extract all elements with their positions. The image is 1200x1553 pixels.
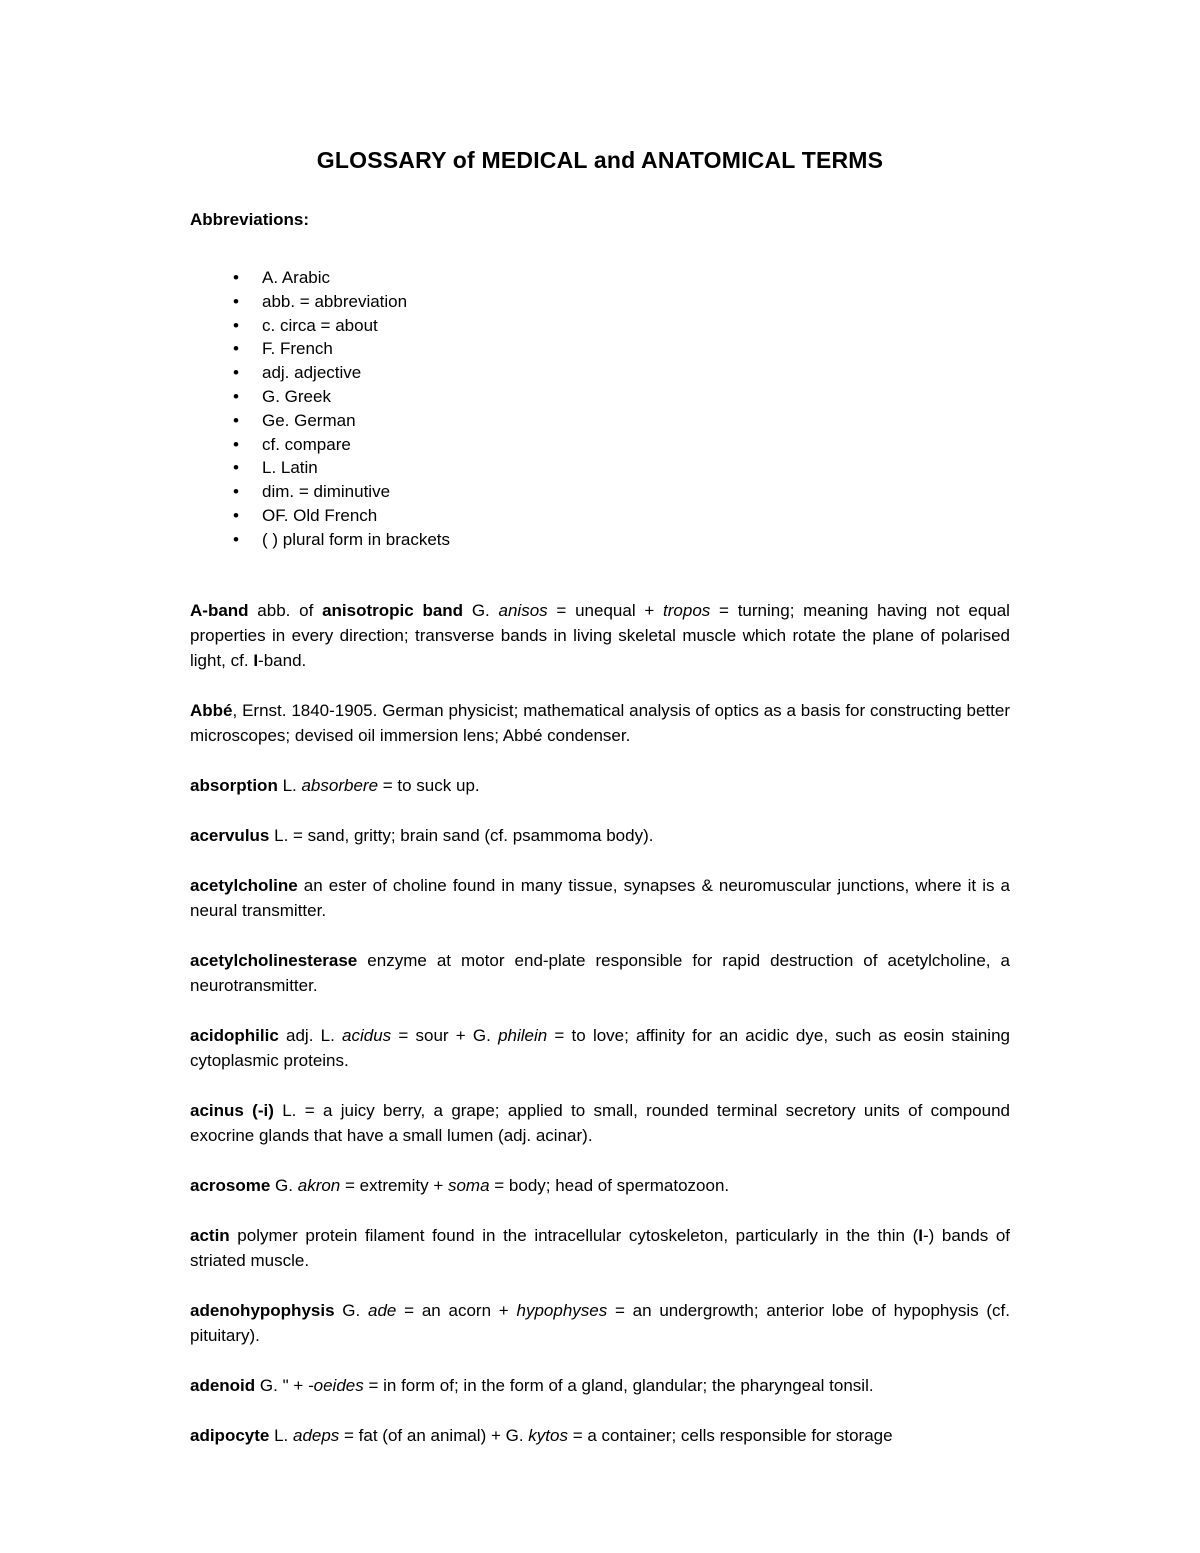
entry-text: G. " +: [255, 1375, 308, 1395]
glossary-entry: [190, 598, 1010, 673]
entry-bold-text: adenoid: [190, 1375, 256, 1395]
entry-text: = turning; meaning having not equal properties in every direction; transverse bands in living skeletal muscle which rotate the plane of polarised light, cf.: [190, 600, 1010, 670]
entry-italic-text: acidus: [342, 1025, 392, 1045]
entry-text: L.: [277, 775, 302, 795]
entry-text: abb. of: [248, 600, 323, 620]
abbreviation-item: • cf. compare: [262, 433, 1010, 457]
abbreviation-item: • A. Arabic: [262, 266, 1010, 290]
entry-text: = extremity +: [340, 1175, 448, 1195]
entry-italic-text: absorbere: [301, 775, 379, 795]
entry-text: L.: [269, 1425, 293, 1445]
glossary-entry: [190, 1423, 1010, 1448]
entry-text: L. = a juicy berry, a grape; applied to small, rounded terminal secretory units of compound exocrine glands that have a small lumen (adj. acinar).: [190, 1100, 1010, 1145]
entry-text: adj. L.: [278, 1025, 343, 1045]
entry-bold-text: A-band: [190, 600, 249, 620]
entry-bold-text: Abbé: [190, 700, 233, 720]
entry-text: polymer protein filament found in the intracellular cytoskeleton, particularly in the thin (: [229, 1225, 919, 1245]
abbreviation-item: • F. French: [262, 337, 1010, 361]
glossary-entry: [190, 823, 1010, 848]
entry-text: an ester of choline found in many tissue, synapses & neuromuscular junctions, where it is a neural transmitter.: [190, 875, 1010, 920]
entry-italic-text: anisos: [498, 600, 548, 620]
entry-bold-text: acrosome: [190, 1175, 271, 1195]
entry-text: G.: [463, 600, 499, 620]
entry-italic-text: tropos: [663, 600, 711, 620]
entry-text: -) bands of striated muscle.: [190, 1225, 1011, 1270]
entry-text: = to love; affinity for an acidic dye, such as eosin staining cytoplasmic proteins.: [190, 1025, 1010, 1070]
glossary-entry: [190, 1373, 1010, 1398]
entry-text: = sour + G.: [391, 1025, 499, 1045]
entry-text: = an acorn +: [396, 1300, 517, 1320]
entry-text: = body; head of spermatozoon.: [489, 1175, 730, 1195]
entry-text: = in form of; in the form of a gland, glandular; the pharyngeal tonsil.: [363, 1375, 874, 1395]
entry-italic-text: hypophyses: [516, 1300, 608, 1320]
entry-bold-text: acidophilic: [190, 1025, 279, 1045]
glossary-entry: [190, 1298, 1010, 1348]
entry-text: , Ernst. 1840-1905. German physicist; mathematical analysis of optics as a basis for constructing better microscopes; devised oil immersion lens; Abbé condenser.: [190, 700, 1010, 745]
entry-italic-text: ade: [368, 1300, 397, 1320]
glossary-entry: [190, 1173, 1010, 1198]
entry-bold-text: absorption: [190, 775, 278, 795]
abbreviation-item: • c. circa = about: [262, 314, 1010, 338]
entry-italic-text: kytos: [528, 1425, 568, 1445]
entry-bold-text: acinus (-i): [190, 1100, 274, 1120]
entry-bold-text: acervulus: [190, 825, 270, 845]
entry-italic-text: philein: [498, 1025, 548, 1045]
abbreviation-item: • L. Latin: [262, 456, 1010, 480]
glossary-entry: [190, 1223, 1010, 1273]
abbreviations-heading: Abbreviations:: [190, 210, 310, 229]
glossary-entry: [190, 873, 1010, 923]
entry-bold-text: acetylcholinesterase: [190, 950, 358, 970]
entry-bold-text: I: [918, 1225, 923, 1245]
abbreviations-list: [190, 266, 1010, 552]
glossary-entry: [190, 1023, 1010, 1073]
entry-text: L. = sand, gritty; brain sand (cf. psammoma body).: [269, 825, 654, 845]
entry-text: = fat (of an animal) + G.: [339, 1425, 529, 1445]
entry-bold-text: adipocyte: [190, 1425, 270, 1445]
entry-text: = a container; cells responsible for storage: [567, 1425, 893, 1445]
abbreviation-item: • G. Greek: [262, 385, 1010, 409]
glossary-entry: [190, 698, 1010, 748]
entry-text: = unequal +: [547, 600, 664, 620]
entry-text: G.: [270, 1175, 298, 1195]
entry-bold-text: actin: [190, 1225, 230, 1245]
entry-bold-text: I: [253, 650, 259, 670]
abbreviation-item: • Ge. German: [262, 409, 1010, 433]
abbreviation-item: • dim. = diminutive: [262, 480, 1010, 504]
entry-bold-text: adenohypophysis: [190, 1300, 335, 1320]
abbreviation-item: • ( ) plural form in brackets: [262, 528, 1010, 552]
glossary-entry: [190, 948, 1010, 998]
entry-italic-text: akron: [297, 1175, 341, 1195]
entry-text: G.: [334, 1300, 369, 1320]
entry-italic-text: adeps: [292, 1425, 340, 1445]
glossary-entry: [190, 1098, 1010, 1148]
entry-bold-text: anisotropic band: [322, 600, 464, 620]
entry-bold-text: acetylcholine: [190, 875, 298, 895]
abbreviation-item: • adj. adjective: [262, 361, 1010, 385]
abbreviation-item: • OF. Old French: [262, 504, 1010, 528]
entry-text: = to suck up.: [378, 775, 480, 795]
entry-italic-text: -oeides: [307, 1375, 364, 1395]
glossary-entries: [190, 598, 1010, 1448]
glossary-entry: [190, 773, 1010, 798]
entry-text: enzyme at motor end-plate responsible for rapid destruction of acetylcholine, a neurotransmitter.: [190, 950, 1010, 995]
entry-italic-text: soma: [447, 1175, 490, 1195]
entry-text: -band.: [258, 650, 307, 670]
entry-text: = an undergrowth; anterior lobe of hypophysis (cf. pituitary).: [190, 1300, 1011, 1345]
abbreviation-item: • abb. = abbreviation: [262, 290, 1010, 314]
page-title: GLOSSARY of MEDICAL and ANATOMICAL TERMS: [316, 147, 884, 173]
